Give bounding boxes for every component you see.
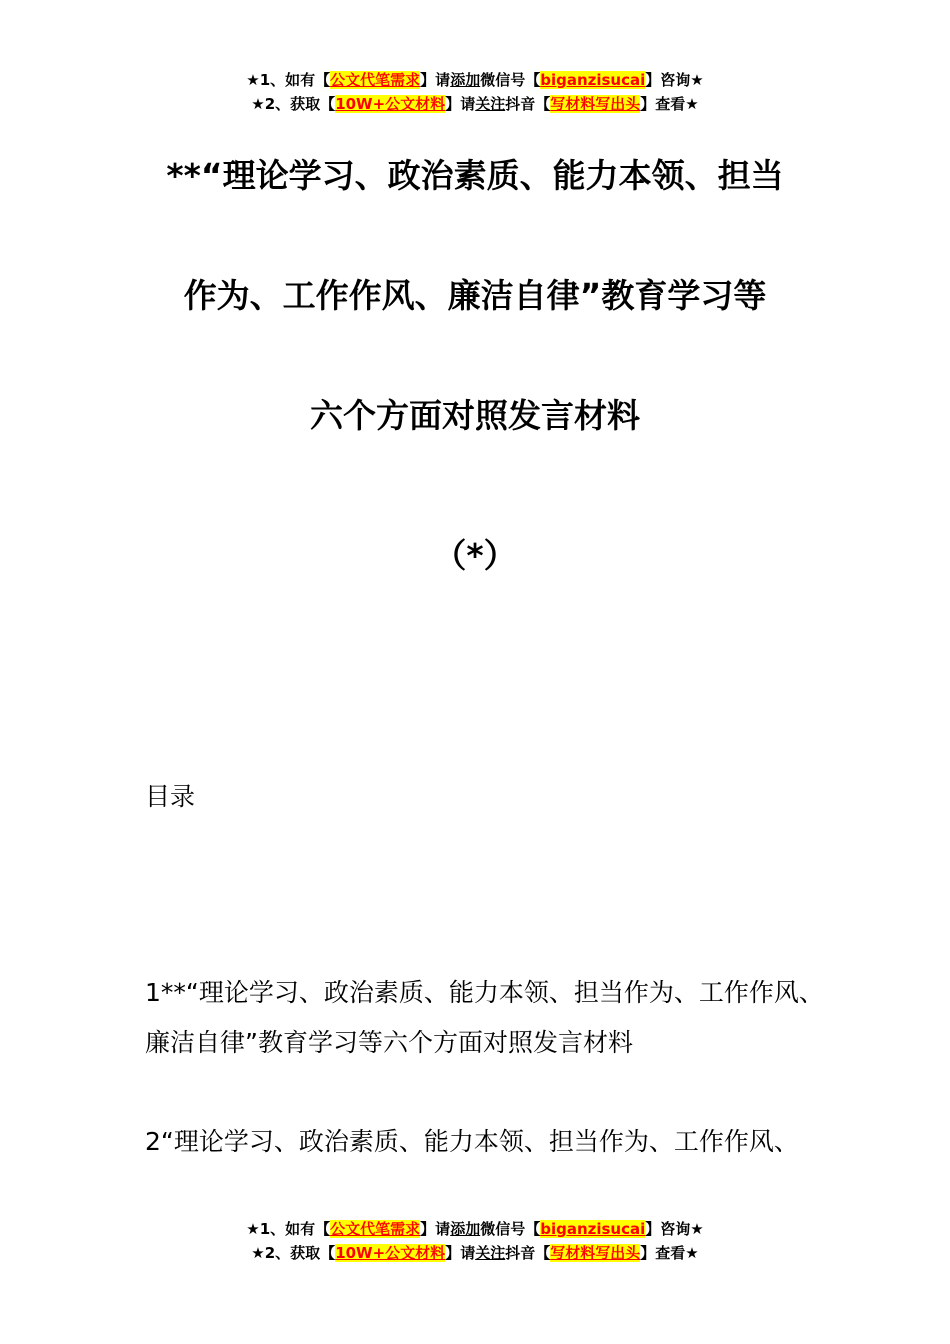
banner-text: 抖音【 [505, 95, 551, 113]
banner-text: ★2、获取【 [251, 95, 336, 113]
banner-highlight: 10W+公文材料 [335, 1244, 446, 1262]
banner-highlight: 公文代笔需求 [330, 71, 421, 89]
document-title-line-1: **“理论学习、政治素质、能力本领、担当 [166, 156, 784, 195]
banner-highlight: 10W+公文材料 [335, 95, 446, 113]
banner-text: 】咨询★ [645, 1220, 704, 1238]
banner-text: 】咨询★ [645, 71, 704, 89]
banner-text: 微信号【 [480, 1220, 541, 1238]
document-title-line-2: 作为、工作作风、廉洁自律”教育学习等 [183, 276, 767, 315]
document-title-line-3: 六个方面对照发言材料 [310, 396, 640, 435]
douyin-id: 写材料写出头 [550, 1244, 641, 1262]
banner-underline: 添加 [450, 1220, 481, 1238]
banner-underline: 关注 [475, 95, 506, 113]
wechat-id: biganzisucai [540, 71, 646, 89]
banner-text: 】请 [420, 1220, 451, 1238]
toc-heading: 目录 [145, 782, 196, 811]
banner-text: ★1、如有【 [246, 1220, 331, 1238]
banner-text: 】请 [445, 1244, 476, 1262]
banner-underline: 关注 [475, 1244, 506, 1262]
toc-item: 1**“理论学习、政治素质、能力本领、担当作为、工作作风、廉洁自律”教育学习等六个方面对照发言材料 [145, 978, 824, 1057]
banner-text: 微信号【 [480, 71, 541, 89]
banner-line-1 [0, 1217, 950, 1241]
banner-underline: 添加 [450, 71, 481, 89]
banner-highlight: 公文代笔需求 [330, 1220, 421, 1238]
banner-line-1 [0, 68, 950, 92]
document-subtitle: （*） [433, 536, 517, 575]
banner-text: ★1、如有【 [246, 71, 331, 89]
douyin-id: 写材料写出头 [550, 95, 641, 113]
banner-line-2 [0, 92, 950, 116]
banner-text: 】查看★ [640, 1244, 699, 1262]
banner-text: 抖音【 [505, 1244, 551, 1262]
toc-item: 2“理论学习、政治素质、能力本领、担当作为、工作作风、 [145, 1127, 799, 1156]
banner-text: 】请 [420, 71, 451, 89]
banner-text: ★2、获取【 [251, 1244, 336, 1262]
footer-banner [0, 1217, 950, 1265]
banner-line-2 [0, 1241, 950, 1265]
banner-text: 】查看★ [640, 95, 699, 113]
banner-text: 】请 [445, 95, 476, 113]
wechat-id: biganzisucai [540, 1220, 646, 1238]
header-banner [0, 68, 950, 116]
